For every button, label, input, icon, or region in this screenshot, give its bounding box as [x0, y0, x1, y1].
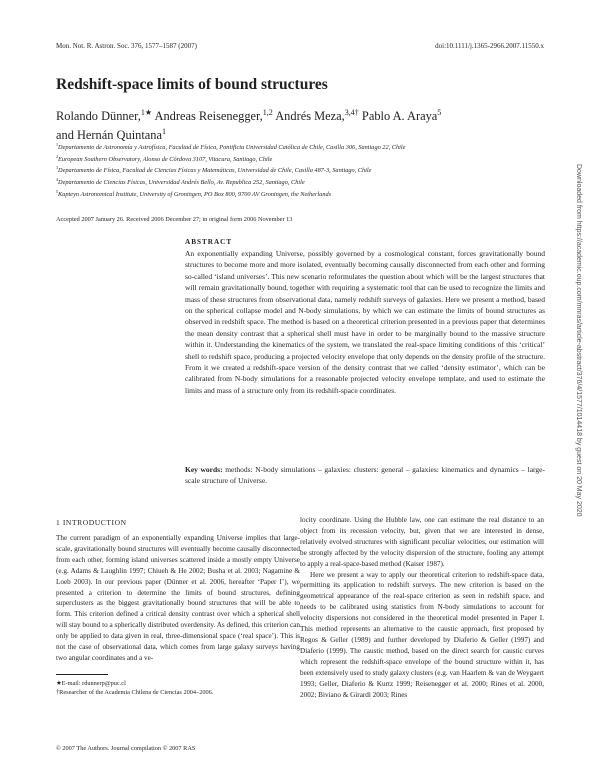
author-list — [56, 105, 556, 143]
body-column-right — [300, 515, 544, 700]
footnote-email: ★E-mail: rdunnerp@puc.cl — [56, 680, 126, 687]
accepted-dates: Accepted 2007 January 26. Received 2006 December 27; in original form 2006 November 13 — [56, 216, 293, 223]
affiliation: $^2$European Southern Observatory, Alonso de Córdova 3107, Vitacura, Santiago, Chile — [56, 153, 273, 163]
footnote-rule — [56, 674, 108, 675]
affiliation: $^4$Departamento de Ciencias Físicas, Universidad Andrés Bello, Av. Republica 252, Santiago, Chile — [56, 177, 305, 187]
affiliation: $^5$Kapteyn Astronomical Institute, University of Groningen, PO Box 800, 9700 AV Groningen, the Netherlands — [56, 188, 332, 198]
affiliations — [56, 141, 556, 199]
body-column-left — [56, 533, 300, 664]
doi: doi:10.1111/j.1365-2966.2007.11550.x — [435, 42, 544, 50]
keywords-text: methods: N-body simulations – galaxies: clusters: general – galaxies: kinematics and dynamics – large-scale structure of Universe. — [185, 465, 545, 486]
download-watermark: Downloaded from https://academic.oup.com/mnras/article-abstract/376/4/1577/1014418 by guest on 20 May 2020 — [575, 164, 582, 517]
keywords — [185, 464, 545, 487]
section-heading: 1 INTRODUCTION — [56, 518, 127, 527]
author-name: Andreas Reisenegger, — [152, 109, 263, 124]
abstract-text: An exponentially expanding Universe, possibly governed by a cosmological constant, forces gravitationally bound structures to become more and more isolated, eventually becoming causally disconnected from each other and forming so-called ‘island universes’. This new scenario reformulates the question about which will be the largest structures that will remain gravitationally bound, together with requiring a systematic tool that can be used to recognize the limits and mass of these structures from observational data, namely redshift surveys of galaxies. Here we present a method, based on the spherical collapse model and N-body simulations, by which we can estimate the limits of bound structures as observed in redshift space. The method is based on a theoretical criterion presented in a previous paper that determines the mean density contrast that a spherical shell must have in order to be marginally bound to the massive structure within it. Understanding the kinematics of the system, we translated the real-space limiting conditions of this ‘critical’ shell to redshift space, producing a projected velocity envelope that only depends on the density profile of the structure. From it we created a redshift-space version of the density contrast that we called ‘density estimator’, which can be calibrated from N-body simulations for a reasonable projected velocity envelope template, and used to estimate the limits and mass of a structure only from its redshift-space coordinates. — [185, 249, 545, 395]
author-name: Andrés Meza, — [272, 109, 345, 124]
paragraph: Here we present a way to apply our theoretical criterion to redshift-space data, permitting its application to redshift surveys. The new criterion is based on the geometrical appearance of the real-space criterion as seen in redshift space, and needs to be calibrated using statistics from N-body simulations to account for velocity dispersions not considered in the theoretical model presented in Paper I. This method represents an alternative to the caustic approach, first proposed by Regos & Geller (1989) and further developed by Diaferio & Geller (1997) and Diaferio (1999). The caustic method, based on the direct search for caustic curves which represent the redshift-space envelope of the bound structure within it, has been extensively used to study galaxy clusters (e.g. van Haarlem & van de Weygaert 1993; Geller, Diaferio & Kurtz 1999; Reisenegger et al. 2000; Rines et al. 2000, 2002; Biviano & Girardi 2003; Rines — [300, 570, 544, 699]
author-affil-mark: 1,2 — [262, 108, 273, 117]
author-affil-mark: 1 — [161, 127, 166, 137]
paper-title: Redshift-space limits of bound structures — [56, 76, 328, 93]
author-name: and Hernán Quintana — [56, 128, 162, 143]
author-affil-mark: 5 — [437, 108, 442, 117]
footnotes — [56, 680, 300, 697]
author-name: Rolando Dünner, — [56, 109, 141, 124]
footnote: †Researcher of the Academia Chilena de Ciencias 2004–2006. — [56, 688, 214, 696]
affiliation: $^3$Departamento de Física, Facultad de Ciencias Físicas y Matemáticas, Universidad de Chile, Casilla 487-3, Santiago, Chile — [56, 165, 372, 175]
abstract-heading: ABSTRACT — [185, 238, 233, 246]
paragraph: locity coordinate. Using the Hubble law, one can estimate the real distance to an object from its recession velocity, but, given that we are interested in dense, relatively evolved structures with significant peculiar velocities, our estimation will be strongly affected by the velocity dispersion of the structure, fooling any attempt to apply a real-space-based method (Kaiser 1987). — [300, 516, 544, 568]
author-name: Pablo A. Araya — [358, 109, 438, 124]
keywords-label: Key words: — [185, 465, 223, 474]
journal-citation: Mon. Not. R. Astron. Soc. 376, 1577–1587 (2007) — [56, 42, 197, 50]
author-affil-mark: 1★ — [140, 108, 153, 117]
copyright: © 2007 The Authors. Journal compilation © 2007 RAS — [56, 745, 196, 752]
paragraph: The current paradigm of an exponentially expanding Universe implies that large-scale, gravitationally bound structures will eventually become causally disconnected from each other, forming island universes scattered inside a mostly empty Universe (e.g. Adams & Laughlin 1997; Chiueh & He 2002; Busha et al. 2003; Nagamine & Loeb 2003). In our previous paper (Dünner et al. 2006, hereafter ‘Paper I’), we presented a criterion to determine the limits of bound structures, defining superclusters as the biggest gravitationally bound structures that will be able to form. This criterion defined a critical density contrast over which a spherical shell will stay bound to a spherically distributed overdensity. As defined, this criterion can only be applied to data given in real, three-dimensional space (‘real space’). This is not the case of observational data, which comes from large galaxy surveys having two angular coordinates and a ve- — [56, 534, 300, 662]
affiliation: $^1$Departamento de Astronomía y Astrofísica, Facultad de Física, Pontificia Universidad Católica de Chile, Casilla 306, Santiago 22, Chile — [56, 142, 406, 152]
author-affil-mark: 3,4† — [344, 108, 359, 117]
